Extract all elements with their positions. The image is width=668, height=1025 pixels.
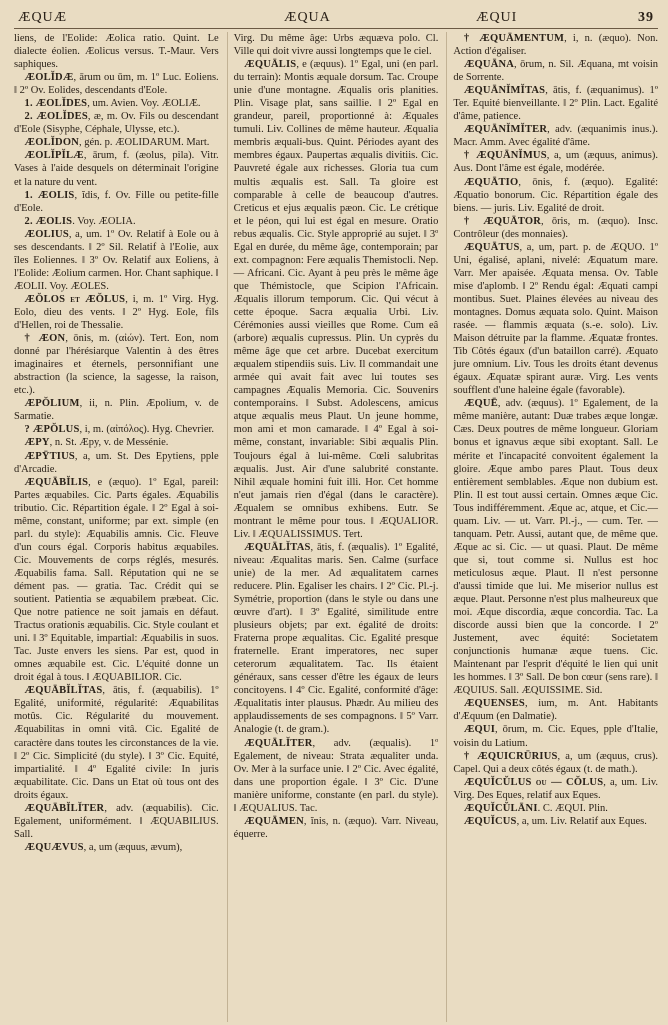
- entry-headword: 1. ÆOLĬDES: [24, 98, 88, 110]
- column-3: [446, 32, 658, 1022]
- entry-headword: ÆQUĬCUS: [463, 815, 517, 827]
- dictionary-entry: [14, 476, 219, 685]
- text-columns: [14, 32, 658, 1022]
- entry-definition: , a, um, part. p. de ÆQUO. 1º Uni, égalisé, aplani, nivelé: Æquatum mare. Varr. Mer apaisée. Æquata mensa. Ov. Table mise d'aplomb. ‖ 2º Rendu égal: Æquati campi montibus. Suet. Plaines élevées au niveau des montagnes. Domus æquata solo. Quint. Maison rasée. — flammis æquata (s.-e. solo). Liv. Maison détruite par la flamme. Æquatæ frontes. Tib Côtés égaux (d'un bataillon carré). Æquato jure omnium. Liv. Tous les droits étant devenus égaux. Æquatæ spirant auræ. Virg. Les vents soufflent d'une haleine égale (favorable).: [453, 241, 659, 397]
- entry-headword: ÆPY: [24, 437, 50, 449]
- entry-headword: ÆQUĀBĬLĬTAS: [24, 685, 103, 697]
- entry-definition: , ōris, m. (æquo). Insc. Contrôleur (des monnaies).: [453, 215, 658, 240]
- entry-headword: ÆQUĀTIO: [463, 176, 519, 188]
- dictionary-entry: [14, 397, 219, 423]
- entry-definition: , a, um. St. Des Epytiens, pple d'Arcadie.: [14, 450, 219, 475]
- entry-definition: , adv. (æquus). 1º Egalement, de la même manière, autant: Duæ trabes æque longæ. Cæs. Deux poutres de même longueur. Gloriam bonus et ignavus æque sibi exoptant. Sall. Le mérite et l'incapacité convoitent également la gloire. Æque ambo pares Plaut. Tous deux entièrement semblables. Æque non dubium est. Plin. Il est tout aussi certain. Omnes æque Cic. Tous indifféremment. Æque ac, atque, et Cic.— quam. Liv. — ut. Varr. Pl.-j., — cum. Ter. — tanquam. Petr. Aussi, autant que, de même que. Æque ac si. Cic. — ut quasi. Plaut. De même que si, tout comme si. Nullus est hoc meticulosus æque. Plaut. Il n'est personne d'aussi timide que lui. Me miserior nullus est æque. Plaut. Personne n'est plus malheureux que moi. Æque discordia, æque concordia. Tac. La discorde aussi bien que la concorde. ‖ 2º Justement, avec équité: Societatem conjunctionis humanæ æque tuens. Cic. Maintenant par l'esprit d'équité le lien qui unit les hommes. ‖ 3º Sall. De bon cœur (sens rare). ‖ ÆQUIUS. Sall. ÆQUISSIME. Sid.: [453, 398, 659, 697]
- dictionary-entry: [14, 149, 219, 188]
- entry-definition: , ii, n. Plin. Æpolium, v. de Sarmatie.: [14, 398, 219, 423]
- header-right-word: ÆQUI: [476, 10, 518, 25]
- dictionary-entry: [234, 58, 439, 541]
- entry-definition: , ium, m. Ant. Habitants d'Æquum (en Dalmatie).: [453, 698, 659, 723]
- dictionary-entry: [453, 215, 658, 241]
- header-center-word: ÆQUA: [284, 10, 331, 25]
- entry-definition: , a, um (æquus, crus). Capel. Qui a deux côtés égaux (t. de math.).: [453, 750, 659, 775]
- dictionary-entry: [453, 123, 658, 149]
- entry-headword: ÆQUENSES: [463, 698, 525, 710]
- entry-definition: , adv. (æquabilis). Cic. Egalement, uniformément. ‖ ÆQUABILIUS. Sall.: [14, 802, 219, 840]
- dictionary-entry: [14, 293, 219, 332]
- entry-headword: ÆOLIUS: [24, 228, 69, 240]
- entry-headword: ÆQUĀNA: [463, 59, 515, 71]
- entry-definition: , adv. (æquanimis inus.). Macr. Amm. Avec égalité d'âme.: [453, 124, 659, 149]
- entry-headword: ÆQUĀBĬLIS: [24, 476, 89, 488]
- dictionary-entry: [453, 697, 658, 723]
- entry-headword: ÆOLĬDÆ: [24, 72, 74, 84]
- page-number: 39: [638, 10, 654, 25]
- dictionary-entry: [14, 841, 219, 854]
- entry-headword: ÆŎLOS et ÆŎLUS: [24, 293, 126, 305]
- entry-headword: 2. ÆOLIS: [24, 215, 73, 227]
- entry-headword: ÆQUĀLĬTAS: [244, 541, 311, 553]
- entry-definition: , um. Avien. Voy. ÆOLIÆ.: [87, 98, 201, 110]
- entry-headword: † ÆON: [24, 333, 66, 345]
- entry-definition: , ārum ou ūm, m. 1º Luc. Eoliens. ‖ 2º Ov. Eolides, descendants d'Eole.: [14, 72, 219, 97]
- dictionary-entry: [14, 684, 219, 801]
- dictionary-entry: [453, 776, 658, 802]
- entry-definition: , ātis, f. (æqualis). 1º Egalité, niveau: Æqualitas maris. Sen. Calme (surface unie) de la mer. Ad æqualitatem carnes reducere. Plin. Egaliser les chairs. ‖ 2º Cic. Pl.-j. Symétrie, proportion (dans le style ou dans une œuvre d'art). ‖ 3º Egalité, similitude entre plusieurs objets; par ext. égalité de droits: Fraterna prope æqualitas. Cic. Egalité presque fraternelle. Erant imperatores, nec super ceterorum æqualitatem. Tac. Ils étaient généraux, sans cesser d'être les égaux de leurs concitoyens. ‖ 4º Cic. Egalité, conformité d'âge: Æqualitatis inter plausus. Phædr. Au milieu des applaudissements de ses compagnons. ‖ 5º Varr. Analogie (t. de gram.).: [233, 541, 439, 736]
- dictionary-entry: [14, 228, 219, 293]
- entry-definition: , a, um. Liv. Relatif aux Eques.: [516, 815, 647, 827]
- entry-definition: , ōnis, m. (αἰών). Tert. Eon, nom donné par l'hérésiarque Valentin à des êtres imaginaires et éternels, personnifiant une abstraction (la science, la sagesse, la raison, etc.).: [14, 333, 219, 397]
- column-2: [227, 32, 439, 1022]
- dictionary-entry: [453, 397, 658, 697]
- entry-definition: , ārum, f. (æolus, pila). Vitr. Vases à l'aide desquels on déterminait l'origine et la nature du vent.: [14, 150, 219, 188]
- entry-definition: . Voy. ÆOLIA.: [72, 215, 136, 227]
- dictionary-entry: [234, 815, 439, 841]
- entry-definition: , adv. (æqualis). 1º Egalement, de niveau: Strata æqualiter unda. Ov. Mer à la surface unie. ‖ 2º Cic. Avec égalité, dans une proportion égale. ‖ 3º Cic. D'une manière uniforme, constante (en parl. du style). ‖ ÆQUALIUS. Tac.: [233, 737, 439, 814]
- dictionary-entry: [14, 450, 219, 476]
- entry-definition: , ĭnis, n. (æquo). Varr. Niveau, équerre.: [233, 815, 439, 840]
- dictionary-entry: [14, 423, 219, 436]
- entry-headword: ÆQUĬCŬLUS ou — CŎLUS: [463, 776, 604, 788]
- dictionary-entry: [453, 32, 658, 58]
- dictionary-entry: [453, 176, 658, 215]
- entry-headword: ÆQUĀNĬMĬTER: [463, 124, 548, 136]
- dictionary-entry: [14, 436, 219, 449]
- entry-definition: , i, m. (αἰπόλος). Hyg. Chevrier.: [79, 424, 215, 436]
- entry-definition: liens, de l'Eolide: Æolica ratio. Quint. Le dialecte éolien. Æolicus versus. T.-Maur. Vers saphiques.: [14, 33, 219, 71]
- entry-definition: , æ, m. Ov. Fils ou descendant d'Eole (Sisyphe, Céphale, Ulysse, etc.).: [14, 111, 219, 136]
- entry-headword: ÆPȲTIUS: [24, 450, 75, 462]
- entry-definition: , a, um (æquus, animus). Aus. Dont l'âme est égale, modérée.: [453, 150, 659, 175]
- entry-definition: , i, n. (æquo). Non. Action d'égaliser.: [453, 33, 659, 58]
- entry-headword: † ÆQUICRŪRIUS: [463, 750, 558, 762]
- entry-definition: , ĭdis, f. Ov. Fille ou petite-fille d'Eole.: [14, 189, 219, 214]
- dictionary-entry: [14, 802, 219, 841]
- entry-definition: , ōrum, n. Sil. Æquana, mt voisin de Sorrente.: [453, 59, 659, 84]
- entry-headword: ÆQUI: [463, 724, 495, 736]
- entry-definition: , a, um. 1º Ov. Relatif à Eole ou à ses descendants. ‖ 2º Sil. Relatif à l'Eolie, aux îles Eoliennes. ‖ 3º Ov. Relatif aux Eoliens, à l'Eolide: Æolium carmen. Hor. Chant saphique. ‖ ÆOLII. Voy. ÆOLES.: [14, 228, 219, 292]
- entry-definition: , ātis, f. (æquanimus). 1º Ter. Equité bienveillante. ‖ 2º Plin. Lact. Egalité d'âme, patience.: [453, 85, 659, 123]
- entry-headword: † ÆQUĀMENTUM: [463, 33, 565, 44]
- dictionary-entry: [453, 802, 658, 815]
- entry-headword: ÆQUĀBĬLĬTER: [24, 802, 105, 814]
- entry-headword: 2. ÆOLĬDES: [24, 111, 88, 123]
- dictionary-entry: [14, 136, 219, 149]
- entry-definition: Virg. Du même âge: Urbs æquæva polo. Cl. Ville qui doit vivre aussi longtemps que le ciel.: [233, 33, 439, 58]
- entry-definition: , gén. p. ÆOLIDARUM. Mart.: [79, 137, 210, 149]
- header-left-word: ÆQUÆ: [18, 10, 68, 25]
- dictionary-entry: [14, 71, 219, 97]
- dictionary-entry: [234, 32, 439, 58]
- entry-definition: , i, m. 1º Virg. Hyg. Eolo, dieu des vents. ‖ 2º Hyg. Eole, fils d'Hellen, roi de Thessalie.: [14, 293, 219, 332]
- entry-headword: ÆQUĀTUS: [463, 241, 520, 253]
- dictionary-entry: [14, 215, 219, 228]
- dictionary-entry: [453, 723, 658, 749]
- entry-headword: ÆQUĒ: [463, 398, 498, 410]
- entry-headword: ÆQUĀLĬTER: [244, 737, 313, 749]
- entry-headword: ÆOLĬDON: [24, 137, 79, 149]
- dictionary-entry: [14, 189, 219, 215]
- entry-headword: † ÆQUĀTOR: [463, 215, 542, 227]
- dictionary-entry: [453, 750, 658, 776]
- entry-headword: ÆQUĀLIS: [244, 59, 297, 71]
- entry-headword: 1. ÆOLIS: [24, 189, 75, 201]
- dictionary-entry: [453, 241, 658, 398]
- entry-headword: ÆQUĀMEN: [244, 815, 304, 827]
- entry-definition: , n. St. Æpy, v. de Messénie.: [49, 437, 169, 449]
- running-header: [14, 6, 658, 29]
- dictionary-entry: [14, 97, 219, 110]
- dictionary-entry: [14, 110, 219, 136]
- column-1: [14, 32, 219, 1022]
- entry-headword: ? ÆPŎLUS: [24, 424, 80, 436]
- entry-definition: , e (æquus). 1º Egal, uni (en parl. du terrain): Montis æquale dorsum. Tac. Croupe unie d'une montagne. Æqualis oris planities. Plin. Visage plat, sans saillie. ‖ 2º Egal en grandeur, pareil, proportionné à: Æquales tumuli. Liv. Collines de même hauteur. Æqualia membris æquali-bus. Quint. Périodes ayant des membres égaux. Paupertas æqualis divitiis. Cic. Pauvreté égale aux richesses. Gloria tua cum multis æqualis est. Sall. Ta gloire est comparable à celle de beaucoup d'autres. Creticus et ejus æqualis pæon. Cic. Le crétique et le péon, qui lui est égal en mesure. Oratio rebus æqualis. Cic. Style approprié au sujet. ‖ 3º Egal en durée, du même âge, contemporain; par ext. compagnon: Fere æqualis Themistocli. Nep. — Africani. Cic. Ayant à peu près le même âge que Thémistocle, que Scipion l'Africain. Æqualis illorum temporum. Cic. Qui vécut à cette époque. Sacra æqualia Urbi. Liv. Cérémonies aussi vieilles que Rome. Cum eâ (arbore) æqualis cupressus. Plin. Un cyprès du même âge que cet arbre. Ducebat exercitum æqualem stipendiis suis. Liv. Il commandait une armée qui avait fait avec lui toutes ses campagnes Æqualis Memoria. Cic. Souvenirs contemporains. ‖ Subst. Adolescens, amicus atque æqualis meus Plaut. Un jeune homme, mon ami et mon camarade. ‖ 4º Egal à soi-même, constant, invariable: Sibi æqualis Plin. Toujours égal à lui-même. Cœli salubritas æqualis. Just. Air d'une salubrité constante. Nihil æquale homini fuit illi. Hor. Cet homme n'eut jamais rien d'égal (dans le caractère). Æqualem se omnibus exhibens. Eutr. Se montrant le même pour tous. ‖ ÆQUALIOR. Liv. ‖ ÆQUALISSIMUS. Tert.: [233, 59, 439, 540]
- entry-headword: ÆQUÆVUS: [24, 841, 84, 853]
- entry-headword: † ÆQUĀNĬMUS: [463, 150, 547, 162]
- entry-definition: , a, um. Liv. Virg. Des Eques, relatif aux Eques.: [453, 776, 659, 801]
- entry-definition: , e (æquo). 1º Egal, pareil: Partes æquabiles. Cic. Parts égales. Æquabilis tributio. Cic. Répartition égale. ‖ 2º Egal à soi-même, constant, uniforme; par ext. simple (en parl. du style): Æquabilis amnis. Cic. Fleuve d'un cours égal. Corporis habitus æquabiles. Cic. Mouvements de corps réglés, mesurés. Æquabilis fama. Sall. Réputation qui ne se dément pas. — gratia. Tac. Crédit qui se soutient. Patientia se æquabilem præbeat. Cic. Que notre patience ne soit jamais en défaut. Tractus orationis æquabilis. Cic. Style coulant et uni. ‖ 3º Equitable, impartial: Æquabilis in suos. Tac. Juste envers les siens. Par est, quod in omnes æquabile est. Cic. L'équité donne un droit égal à tous. ‖ ÆQUABILIOR. Cic.: [14, 476, 219, 684]
- entry-definition: , ōnis, f. (æquo). Egalité: Æquatio bonorum. Cic. Répartition égale des biens. — juris. Liv. Egalité de droit.: [453, 176, 659, 214]
- entry-headword: ÆQUĬCŬLĀNI: [463, 802, 538, 814]
- dictionary-entry: [453, 149, 658, 175]
- entry-definition: , a, um (æquus, ævum),: [83, 841, 183, 853]
- entry-headword: ÆOLĬPĬLÆ: [24, 150, 84, 162]
- entry-headword: ÆQUĀNĬMĬTAS: [463, 85, 546, 97]
- dictionary-entry: [14, 332, 219, 397]
- dictionary-entry: [14, 32, 219, 71]
- dictionary-entry: [234, 541, 439, 737]
- dictionary-entry: [453, 58, 658, 84]
- dictionary-entry: [453, 84, 658, 123]
- entry-definition: , ōrum, m. Cic. Eques, pple d'Italie, voisin du Latium.: [453, 724, 659, 749]
- entry-headword: ÆPŎLIUM: [24, 398, 80, 410]
- dictionary-entry: [453, 815, 658, 828]
- dictionary-entry: [234, 737, 439, 815]
- entry-definition: . C. ÆQUI. Plin.: [537, 802, 608, 814]
- entry-definition: , ātis, f. (æquabilis). 1º Egalité, uniformité, régularité: Æquabilitas motûs. Cic. Régularité du mouvement. Æquabilitas in omni vitâ. Cic. Egalité de caractère dans toutes les circonstances de la vie. ‖ 2º Cic. Simplicité (du style). ‖ 3º Cic. Equité, impartialité. ‖ 4º Egalité civile: In juris æquabilitate. Cic. Dans un Etat où tous ont des droits égaux.: [14, 685, 219, 801]
